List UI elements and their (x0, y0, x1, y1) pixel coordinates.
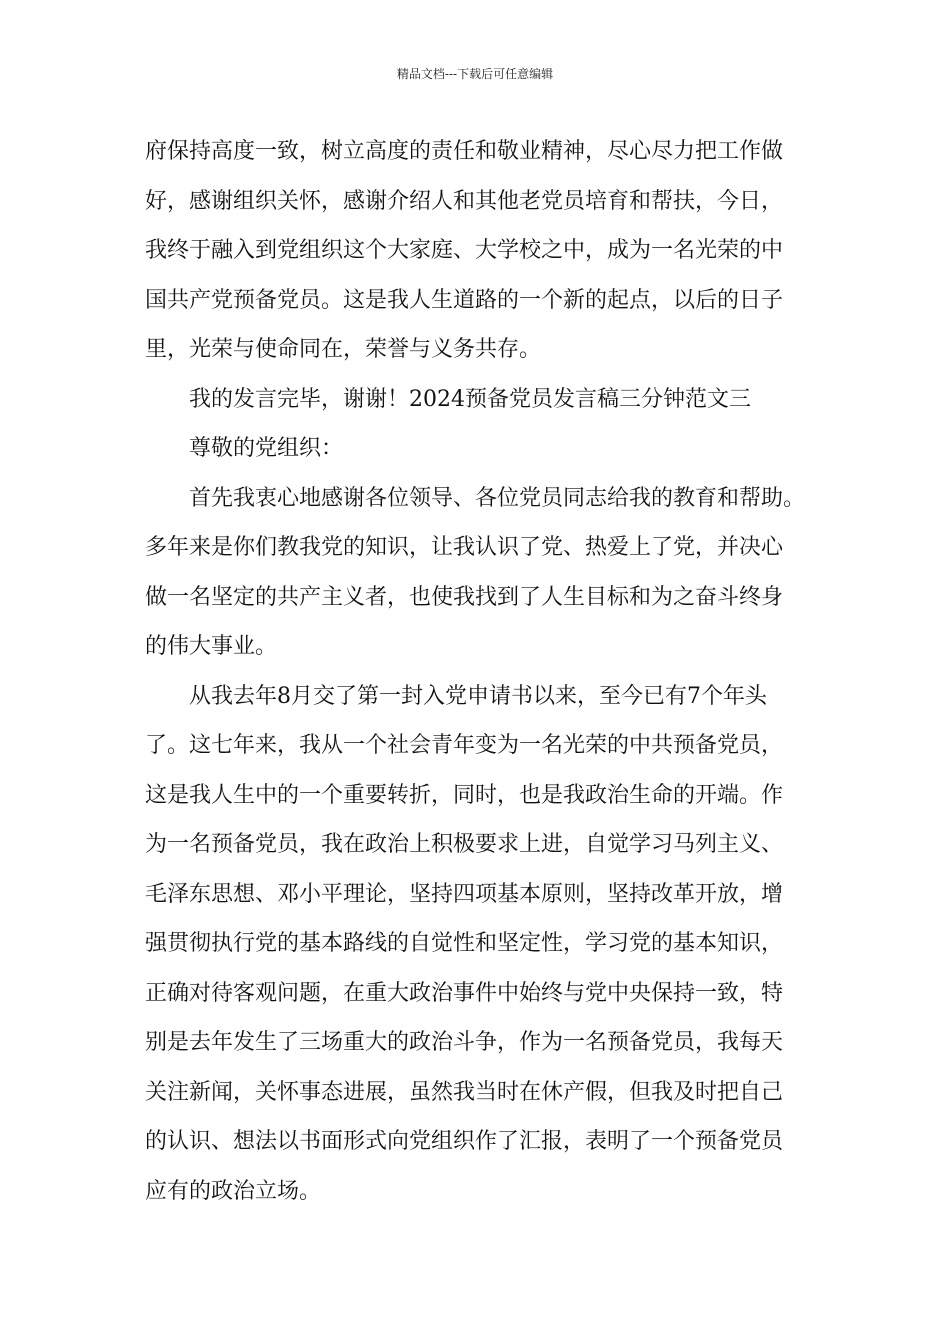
page-header: 精品文档---下载后可任意编辑 (396, 67, 554, 81)
text-line: 关注新闻，关怀事态进展，虽然我当时在休产假，但我及时把自己 (145, 1079, 784, 1105)
text-line: 首先我衷心地感谢各位领导、各位党员同志给我的教育和帮助。 (189, 485, 806, 511)
text-line: 好，感谢组织关怀，感谢介绍人和其他老党员培育和帮扶，今日， (145, 188, 784, 214)
text-line: 的认识、想法以书面形式向党组织作了汇报，表明了一个预备党员 (145, 1129, 784, 1154)
text-line: 毛泽东思想、邓小平理论，坚持四项基本原则，坚持改革开放，增 (145, 881, 784, 907)
text-line: 做一名坚定的共产主义者，也使我找到了人生目标和为之奋斗终身 (145, 584, 784, 610)
text-line: 强贯彻执行党的基本路线的自觉性和坚定性，学习党的基本知识， (145, 931, 784, 956)
text-line: 为一名预备党员，我在政治上积极要求上进，自觉学习马列主义、 (145, 832, 784, 857)
text-line: 正确对待客观问题，在重大政治事件中始终与党中央保持一致，特 (145, 980, 784, 1006)
text-line: 的伟大事业。 (145, 634, 278, 659)
text-line: 我的发言完毕，谢谢！2024预备党员发言稿三分钟范文三 (189, 386, 751, 412)
text-line: 了。这七年来，我从一个社会青年变为一名光荣的中共预备党员， (145, 733, 784, 758)
text-line: 里，光荣与使命同在，荣誉与义务共存。 (145, 337, 542, 362)
text-line: 这是我人生中的一个重要转折，同时，也是我政治生命的开端。作 (145, 782, 784, 808)
text-line: 多年来是你们教我党的知识，让我认识了党、热爱上了党，并决心 (145, 535, 784, 560)
text-line: 国共产党预备党员。这是我人生道路的一个新的起点，以后的日子 (145, 287, 784, 313)
text-line: 府保持高度一致，树立高度的责任和敬业精神，尽心尽力把工作做 (145, 139, 784, 164)
text-line: 我终于融入到党组织这个大家庭、大学校之中，成为一名光荣的中 (145, 238, 784, 263)
text-line: 别是去年发生了三场重大的政治斗争，作为一名预备党员，我每天 (145, 1030, 784, 1055)
salutation: 尊敬的党组织： (189, 436, 344, 461)
text-line: 从我去年8月交了第一封入党申请书以来，至今已有7个年头 (189, 683, 767, 709)
text-line: 应有的政治立场。 (145, 1178, 322, 1204)
document-body (145, 127, 825, 1216)
